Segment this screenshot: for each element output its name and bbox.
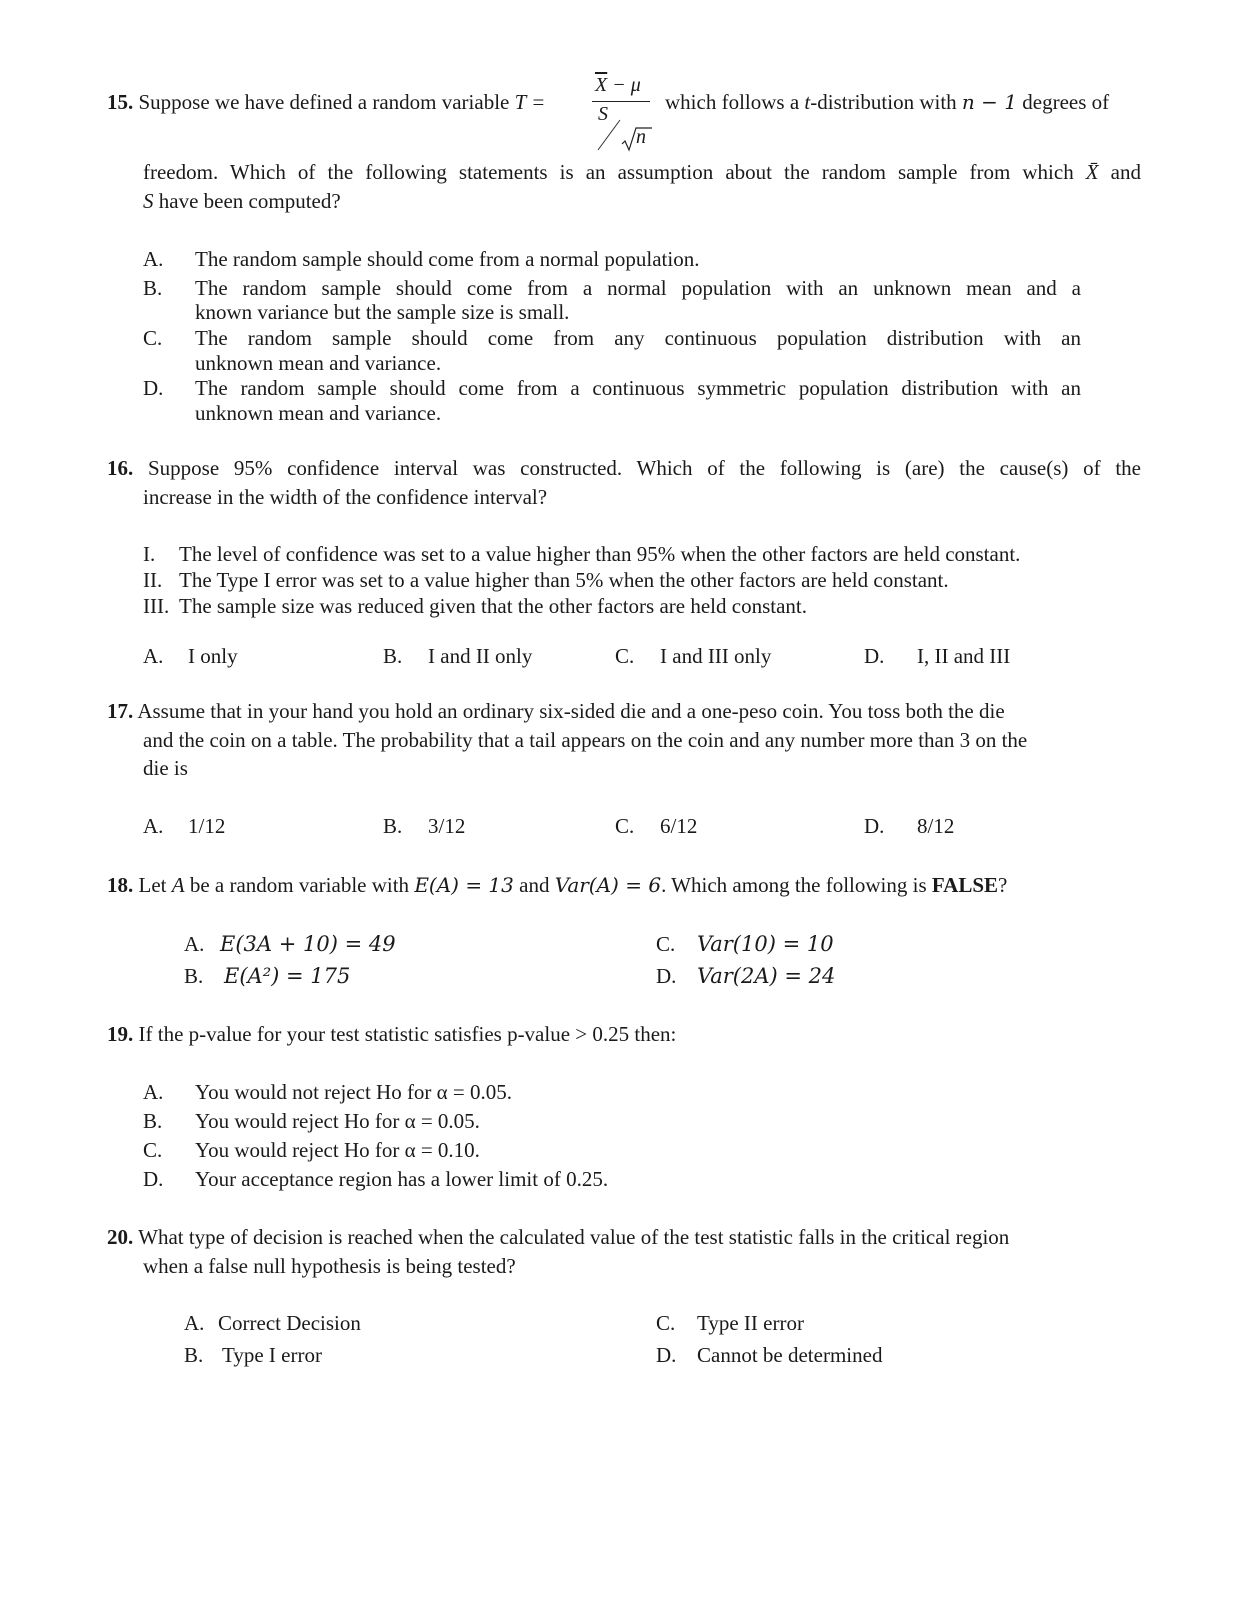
q17-stem-line1 bbox=[107, 699, 1005, 724]
statement-text: The sample size was reduced given that the other factors are held constant. bbox=[179, 594, 808, 618]
option-letter: A. bbox=[143, 247, 164, 271]
q15-text: which follows a bbox=[665, 90, 800, 114]
q18-text: ? bbox=[998, 873, 1008, 897]
q16-text: Suppose 95% confidence interval was constructed. Which of the following is (are) the cause(s) of the bbox=[147, 456, 1141, 480]
question-number: 17. bbox=[107, 699, 134, 723]
q15-stem-line2 bbox=[143, 160, 1141, 185]
option-text: Cannot be determined bbox=[697, 1343, 883, 1367]
option-text: I and III only bbox=[660, 644, 772, 668]
q15-stem-intro: Suppose we have defined a random variable bbox=[138, 90, 510, 114]
option-text: 8/12 bbox=[917, 814, 955, 838]
question-number: 19. bbox=[107, 1022, 134, 1046]
option-text: I and II only bbox=[428, 644, 533, 668]
option-letter: A. bbox=[184, 1311, 205, 1335]
option-text: I only bbox=[188, 644, 238, 668]
false-emphasis: FALSE bbox=[931, 873, 999, 897]
q15-text: and bbox=[1110, 160, 1141, 184]
question-number: 20. bbox=[107, 1225, 134, 1249]
q15-text: -distribution with bbox=[810, 90, 957, 114]
option-letter: C. bbox=[656, 932, 676, 956]
option-letter: B. bbox=[143, 1109, 163, 1133]
option-text: You would reject Ho for α = 0.10. bbox=[195, 1138, 480, 1162]
option-letter: B. bbox=[184, 1343, 204, 1367]
q16-stem-line2: increase in the width of the confidence interval? bbox=[143, 485, 548, 509]
statement-text: The Type I error was set to a value higher than 5% when the other factors are held constant. bbox=[179, 568, 949, 592]
option-text: Type I error bbox=[222, 1343, 322, 1367]
denominator-n: n bbox=[636, 126, 646, 148]
denominator-s: S bbox=[598, 103, 608, 125]
q17-stem-line2: and the coin on a table. The probability that a tail appears on the coin and any number more than 3 on the bbox=[143, 728, 1028, 752]
option-text: 1/12 bbox=[188, 814, 226, 838]
option-letter: A. bbox=[143, 1080, 164, 1104]
option-letter: B. bbox=[383, 644, 403, 668]
x-bar: $\overline{X}$ bbox=[595, 74, 608, 96]
option-text: 3/12 bbox=[428, 814, 466, 838]
t-symbol: t bbox=[804, 90, 811, 114]
option-text: known variance but the sample size is small. bbox=[195, 300, 570, 324]
option-text: The random sample should come from any continuous population distribution with an bbox=[195, 326, 1081, 350]
statement-text: The level of confidence was set to a value higher than 95% when the other factors are held constant. bbox=[179, 542, 1021, 566]
option-letter: D. bbox=[143, 1167, 164, 1191]
option-text: You would reject Ho for α = 0.05. bbox=[195, 1109, 480, 1133]
option-letter: C. bbox=[143, 1138, 163, 1162]
q17-text: Assume that in your hand you hold an ordinary six-sided die and a one-peso coin. You toss both the die bbox=[137, 699, 1005, 723]
variance-expr: Var(A) = 6 bbox=[554, 873, 662, 897]
option-text: The random sample should come from a normal population. bbox=[195, 247, 700, 271]
q20-text: What type of decision is reached when the calculated value of the test statistic falls in the critical region bbox=[138, 1225, 1010, 1249]
q17-stem-line3: die is bbox=[143, 756, 188, 780]
q19-text: If the p-value for your test statistic satisfies p-value > 0.25 then: bbox=[138, 1022, 677, 1046]
option-text: unknown mean and variance. bbox=[195, 401, 442, 425]
q18-stem bbox=[107, 873, 1007, 898]
question-number: 18. bbox=[107, 873, 134, 897]
option-letter: D. bbox=[656, 964, 677, 988]
roman-numeral: II. bbox=[143, 568, 163, 592]
q18-text: and bbox=[519, 873, 550, 897]
option-letter: D. bbox=[143, 376, 164, 400]
q18-text: be a random variable with bbox=[189, 873, 410, 897]
option-letter: C. bbox=[143, 326, 163, 350]
q15-text: have been computed? bbox=[158, 189, 341, 213]
t-statistic-formula bbox=[592, 72, 656, 152]
option-text: Var(2A) = 24 bbox=[697, 964, 836, 988]
option-text: You would not reject Ho for α = 0.05. bbox=[195, 1080, 513, 1104]
option-letter: B. bbox=[383, 814, 403, 838]
option-letter: B. bbox=[143, 276, 163, 300]
s-symbol: S bbox=[143, 189, 154, 213]
option-text: Your acceptance region has a lower limit of 0.25. bbox=[195, 1167, 609, 1191]
option-letter: D. bbox=[864, 644, 885, 668]
expectation-expr: E(A) = 13 bbox=[414, 873, 514, 897]
option-letter: A. bbox=[143, 644, 164, 668]
option-text: Correct Decision bbox=[218, 1311, 361, 1335]
option-text: 6/12 bbox=[660, 814, 698, 838]
q15-stem-line1 bbox=[107, 90, 545, 115]
q15-text: freedom. Which of the following statements is an assumption about the random sample from which bbox=[143, 160, 1074, 184]
roman-numeral: I. bbox=[143, 542, 156, 566]
option-text: The random sample should come from a continuous symmetric population distribution with an bbox=[195, 376, 1081, 400]
dof-expression: n − 1 bbox=[961, 90, 1017, 114]
question-number: 16. bbox=[107, 456, 134, 480]
option-letter: C. bbox=[615, 644, 635, 668]
variable-a: A bbox=[171, 873, 185, 897]
option-letter: B. bbox=[184, 964, 204, 988]
numerator-rest: − μ bbox=[607, 74, 641, 96]
option-letter: D. bbox=[656, 1343, 677, 1367]
q15-text: degrees of bbox=[1022, 90, 1110, 114]
q20-stem-line2: when a false null hypothesis is being tested? bbox=[143, 1254, 516, 1278]
q15-stem-line3 bbox=[143, 189, 341, 214]
formula-numerator bbox=[595, 74, 641, 97]
q16-stem-line1 bbox=[107, 456, 1141, 481]
q15-stem-line1-end bbox=[665, 90, 1109, 115]
option-text: I, II and III bbox=[917, 644, 1011, 668]
q19-stem bbox=[107, 1022, 676, 1047]
q20-stem-line1 bbox=[107, 1225, 1009, 1250]
option-text: Type II error bbox=[697, 1311, 804, 1335]
option-text: unknown mean and variance. bbox=[195, 351, 442, 375]
option-text: The random sample should come from a normal population with an unknown mean and a bbox=[195, 276, 1081, 300]
option-text: E(A²) = 175 bbox=[224, 964, 351, 988]
q15-formula-lhs: T = bbox=[514, 90, 546, 114]
x-bar-symbol: X̄ bbox=[1085, 160, 1099, 184]
roman-numeral: III. bbox=[143, 594, 170, 618]
question-number: 15. bbox=[107, 90, 134, 114]
option-text: E(3A + 10) = 49 bbox=[220, 932, 396, 956]
fraction-bar bbox=[592, 101, 650, 102]
option-letter: A. bbox=[143, 814, 164, 838]
option-letter: C. bbox=[615, 814, 635, 838]
q18-text: Let bbox=[138, 873, 167, 897]
option-letter: C. bbox=[656, 1311, 676, 1335]
q18-text: . Which among the following is bbox=[661, 873, 927, 897]
slash-sqrt-n bbox=[596, 106, 656, 152]
option-text: Var(10) = 10 bbox=[697, 932, 834, 956]
option-letter: D. bbox=[864, 814, 885, 838]
option-letter: A. bbox=[184, 932, 205, 956]
